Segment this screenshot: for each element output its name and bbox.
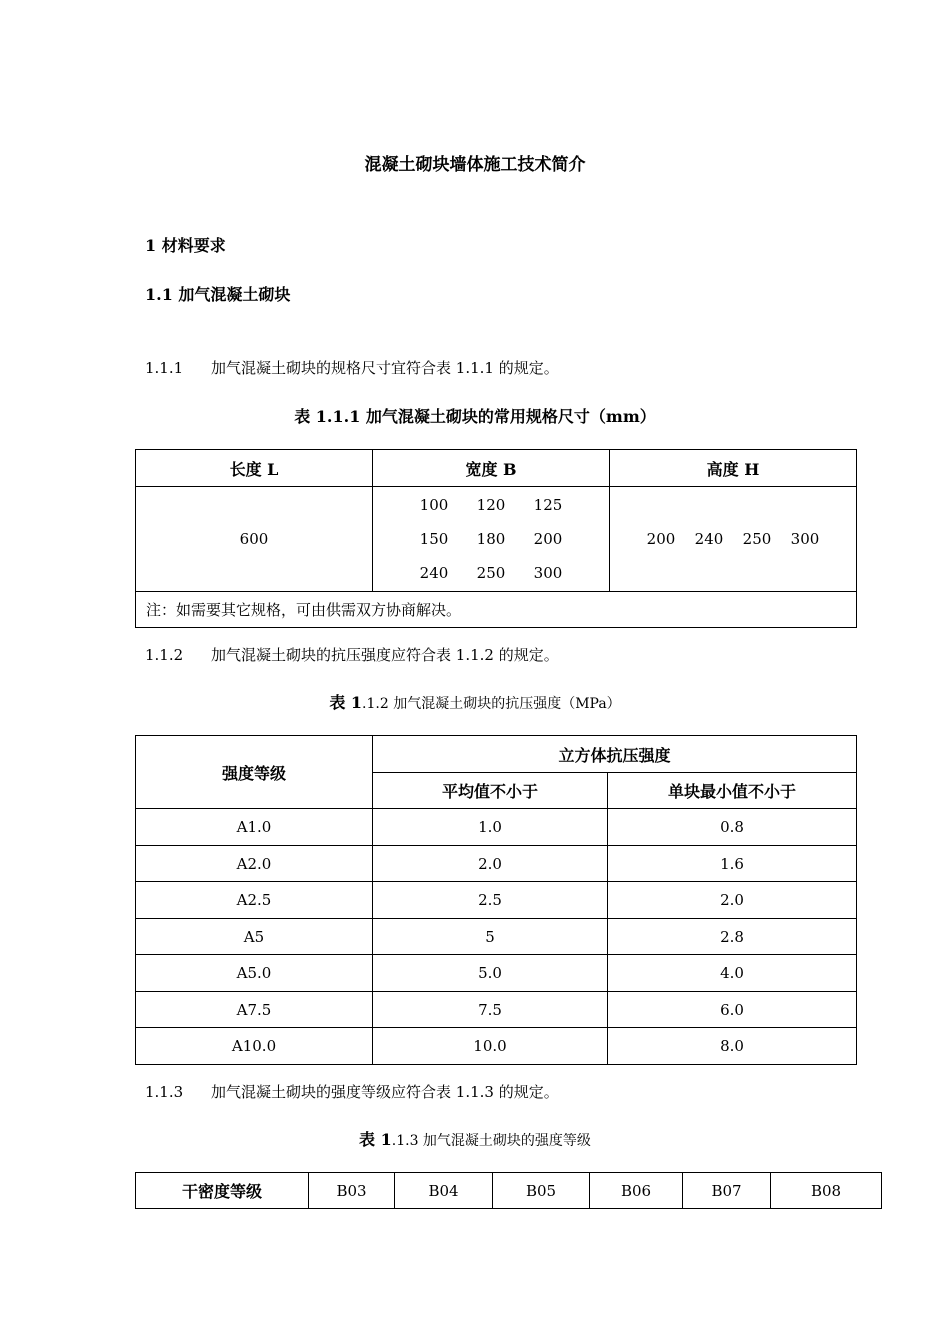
table-compressive-strength (135, 735, 857, 1065)
document-title: 混凝土砌块墙体施工技术简介 (364, 155, 586, 175)
cell-widths (373, 487, 610, 592)
table-density-grade (135, 1172, 882, 1209)
caption-text: .1.2 加气混凝土砌块的抗压强度（MPa） (362, 696, 621, 712)
header-minimum: 单块最小值不小于 (608, 773, 857, 809)
caption-text: .1.3 加气混凝土砌块的强度等级 (391, 1133, 591, 1149)
table-row: A5.0 5.0 4.0 (136, 955, 857, 992)
header-grade: 强度等级 (136, 736, 373, 809)
header-average: 平均值不小于 (373, 773, 608, 809)
paragraph-1-1-2 (145, 644, 559, 665)
caption-prefix: 表 1 (329, 693, 363, 712)
header-cube-strength: 立方体抗压强度 (373, 736, 857, 773)
paragraph-1-1-1 (145, 357, 559, 378)
paragraph-text: 加气混凝土砌块的抗压强度应符合表 1.1.2 的规定。 (211, 646, 559, 664)
table-row: A2.5 2.5 2.0 (136, 882, 857, 919)
width-row: 150 180 200 (419, 530, 563, 548)
table-row: A2.0 2.0 1.6 (136, 846, 857, 882)
width-row: 100 120 125 (419, 496, 563, 514)
table-row: A7.5 7.5 6.0 (136, 992, 857, 1028)
table1-caption: 表 1.1.1 加气混凝土砌块的常用规格尺寸（mm） (294, 407, 656, 426)
paragraph-number: 1.1.1 (145, 359, 184, 377)
header-width: 宽度 B (373, 450, 610, 487)
cell-length: 600 (136, 487, 373, 592)
paragraph-number: 1.1.3 (145, 1083, 184, 1101)
caption-prefix: 表 1 (359, 1130, 392, 1149)
width-row: 240 250 300 (419, 564, 563, 582)
table-row: A10.0 10.0 8.0 (136, 1028, 857, 1065)
table-row: A5 5 2.8 (136, 919, 857, 955)
paragraph-number: 1.1.2 (145, 646, 184, 664)
section-heading-1-1: 1.1 加气混凝土砌块 (145, 285, 291, 304)
table1-note: 注：如需要其它规格，可由供需双方协商解决。 (136, 592, 857, 628)
table3-caption (0, 1127, 950, 1150)
header-height: 高度 H (610, 450, 857, 487)
table-row: 干密度等级 B03 B04 B05 B06 B07 B08 (136, 1173, 882, 1209)
header-length: 长度 L (136, 450, 373, 487)
paragraph-1-1-3 (145, 1081, 559, 1102)
paragraph-text: 加气混凝土砌块的规格尺寸宜符合表 1.1.1 的规定。 (211, 359, 559, 377)
table-row: A1.0 1.0 0.8 (136, 809, 857, 846)
table2-caption (0, 690, 950, 713)
table-block-sizes (135, 449, 857, 628)
height-values: 200 240 250 300 (646, 530, 820, 548)
cell-heights (610, 487, 857, 592)
paragraph-text: 加气混凝土砌块的强度等级应符合表 1.1.3 的规定。 (211, 1083, 559, 1101)
section-heading-1: 1 材料要求 (145, 236, 226, 255)
header-dry-density: 干密度等级 (136, 1173, 309, 1209)
